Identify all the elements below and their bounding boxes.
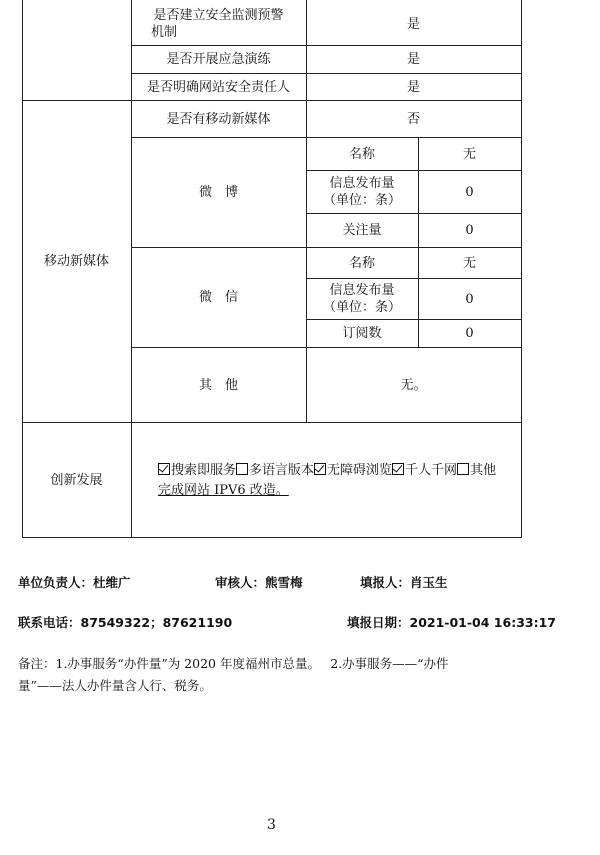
- weibo-follow-value: 0: [465, 223, 474, 238]
- wechat-posts-value: 0: [465, 291, 474, 307]
- checkbox-checked-icon[interactable]: [158, 463, 170, 475]
- checkbox-checked-icon[interactable]: [314, 463, 326, 475]
- has-mobile-media-label: 是否有移动新媒体: [166, 111, 271, 127]
- posts-label-line: 信息发布量: [329, 176, 395, 191]
- row-monitor-warning-value: 是: [406, 16, 420, 32]
- weibo-posts-value: 0: [465, 184, 474, 200]
- weibo-label: 微 博: [198, 185, 238, 200]
- other-media-value: 无。: [400, 377, 427, 393]
- option-other[interactable]: 其他: [457, 463, 496, 478]
- option-accessibility[interactable]: 无障碍浏览: [314, 463, 392, 478]
- checkbox-empty-icon[interactable]: [457, 463, 469, 475]
- contact-phone: 联系电话：87549322；87621190: [18, 615, 233, 630]
- checkbox-checked-icon[interactable]: [392, 463, 404, 475]
- mobile-media-section-label: 移动新媒体: [43, 254, 109, 269]
- checkbox-empty-icon[interactable]: [236, 463, 248, 475]
- option-multilingual[interactable]: 多语言版本: [236, 463, 314, 478]
- has-mobile-media-value: 否: [406, 111, 420, 127]
- posts-label-line: （单位：条）: [322, 193, 401, 208]
- innovation-checkbox-row: [158, 461, 496, 481]
- row-security-owner-value: 是: [406, 79, 420, 95]
- row-label-line: 是否建立安全监测预警: [153, 8, 284, 23]
- weibo-name-label: 名称: [348, 146, 375, 162]
- innovation-options: [158, 461, 496, 501]
- posts-label-line: （单位：条）: [322, 300, 401, 315]
- note-line-1: 备注：1.办事服务“办件量”为 2020 年度福州市总量。 2.办事服务——“办件: [18, 656, 449, 671]
- page-number: 3: [267, 817, 276, 833]
- filler: 填报人：肖玉生: [360, 575, 448, 590]
- innovation-other-text: 完成网站 IPV6 改造。: [158, 483, 289, 498]
- wechat-name-value: 无: [462, 255, 476, 271]
- weibo-follow-label: 关注量: [342, 223, 382, 238]
- option-personalized[interactable]: 千人千网: [392, 463, 457, 478]
- wechat-posts-label: [306, 279, 418, 319]
- wechat-name-label: 名称: [348, 255, 375, 271]
- reviewer: 审核人：熊雪梅: [215, 575, 303, 590]
- row-emergency-drill-value: 是: [406, 52, 420, 67]
- wechat-subs-label: 订阅数: [342, 326, 382, 341]
- other-media-label: 其 他: [198, 377, 238, 393]
- note-line-2: 量”——法人办件量含人行、税务。: [18, 678, 212, 693]
- row-label-line: 机制: [151, 25, 178, 40]
- wechat-subs-value: 0: [465, 326, 474, 341]
- weibo-posts-label: [306, 171, 418, 213]
- unit-head: 单位负责人：杜维广: [18, 575, 131, 590]
- weibo-name-value: 无: [462, 146, 476, 162]
- fill-date: 填报日期：2021-01-04 16:33:17: [347, 615, 556, 630]
- innovation-section-label: 创新发展: [50, 472, 103, 488]
- posts-label-line: 信息发布量: [329, 283, 395, 298]
- wechat-label: 微 信: [198, 290, 238, 305]
- row-monitor-warning-label: [131, 4, 306, 44]
- option-search-as-service[interactable]: 搜索即服务: [158, 463, 236, 478]
- row-emergency-drill-label: 是否开展应急演练: [166, 52, 271, 67]
- row-security-owner-label: 是否明确网站安全责任人: [146, 79, 290, 95]
